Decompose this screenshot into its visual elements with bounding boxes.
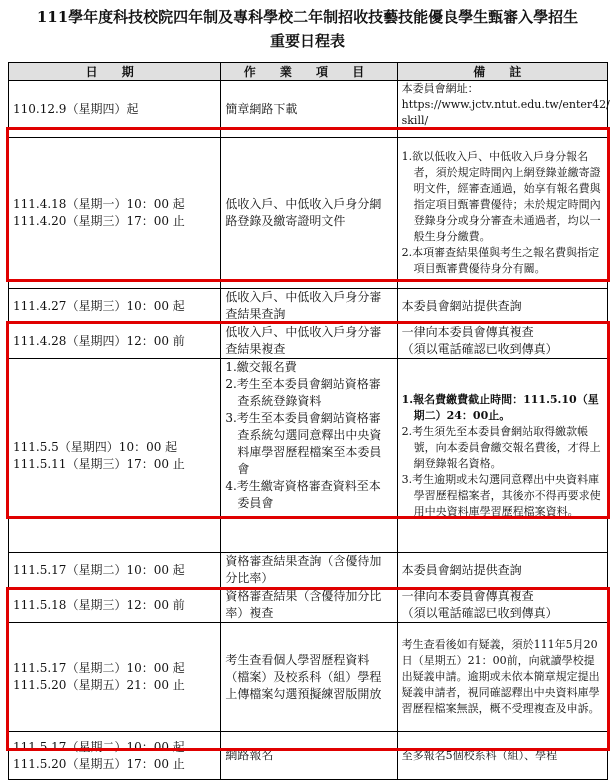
row-date [9, 553, 221, 588]
date-end: 111.5.20（星期五）17：00 止 [13, 756, 185, 771]
row-note [397, 81, 610, 138]
row-date [9, 359, 221, 553]
row-task [221, 623, 397, 732]
row-date [9, 324, 221, 359]
title-line-1: 111學年度科技校院四年制及專科學校二年制招收技藝技能優良學生甄審入學招生 [36, 8, 579, 26]
row-date [9, 623, 221, 732]
table-row [9, 81, 608, 138]
table-row [9, 623, 608, 732]
table-row [9, 289, 608, 324]
note-line: 本委員會網址： [401, 82, 479, 95]
date-end: 111.4.20（星期三）17：00 止 [13, 214, 185, 228]
row-note [397, 359, 607, 553]
task-text: 低收入戶、中低收入戶身分審查結果查詢 [225, 290, 382, 321]
task-text: 簡章網路下載 [225, 101, 298, 116]
row-task [221, 359, 397, 553]
header-note: 備 註 [397, 63, 607, 81]
website-url: https://www.jctv.ntut.edu.tw/enter42/ [401, 98, 610, 111]
note-line: 一律向本委員會傳真複查 [401, 589, 534, 603]
task-item: 3.考生至本委員會網站資格審查系統勾選同意釋出中央資料庫學習歷程檔案至本委員會 [225, 411, 382, 476]
table-row [9, 732, 608, 780]
date-text: 111.5.18（星期三）12：00 前 [13, 597, 185, 612]
header-task: 作 業 項 目 [221, 63, 397, 81]
row-note [397, 588, 607, 623]
table-row [9, 324, 608, 359]
row-note [397, 553, 607, 588]
row-date [9, 732, 221, 780]
row-task [221, 138, 397, 289]
date-end: 111.5.20（星期五）21：00 止 [13, 678, 185, 692]
row-date [9, 588, 221, 623]
date-text: 111.5.17（星期二）10：00 起 [13, 562, 185, 577]
table-row [9, 138, 608, 289]
task-item: 1.繳交報名費 [225, 360, 297, 374]
task-text: 資格審查結果查詢（含優待加分比率） [225, 554, 382, 585]
task-item: 4.考生繳寄資格審查資料至本委員會 [225, 479, 381, 510]
date-text: 111.4.28（星期四）12：00 前 [13, 333, 185, 348]
note-item: 2.本項審查結果僅與考生之報名費與指定項目甄審費優待身分有關。 [401, 246, 600, 275]
date-start: 111.5.17（星期二）10：00 起 [13, 661, 185, 675]
note-item: 2.考生須先至本委員會網站取得繳款帳號，向本委員會繳交報名費後，才得上網登錄報名資格。 [401, 424, 601, 470]
row-note [397, 324, 607, 359]
task-text: 低收入戶、中低收入戶身分審查結果複查 [225, 325, 382, 356]
note-line: （須以電話確認已收到傳真） [401, 606, 558, 620]
date-text: 110.12.9（星期四）起 [13, 101, 139, 116]
note-text: 考生查看後如有疑義，須於111年5月20日（星期五）21：00前，向就讀學校提出疑義申請。逾期或未依本簡章規定提出疑義申請者，視同確認釋出中央資料庫學習歷程檔案無誤，概不受理複查及申訴。 [401, 638, 600, 715]
header-date: 日 期 [9, 63, 221, 81]
note-line: skill/ [401, 114, 429, 127]
date-start: 111.4.18（星期一）10：00 起 [13, 197, 185, 211]
date-end: 111.5.11（星期三）17：00 止 [13, 456, 185, 471]
note-line: 一律向本委員會傳真複查 [401, 325, 534, 339]
row-task [221, 588, 397, 623]
title-line-2: 重要日程表 [269, 32, 345, 50]
note-item: 1.欲以低收入戶、中低收入戶身分報名者，須於規定時間內上網登錄並繳寄證明文件，經審查通過，始享有報名費與指定項目甄審費優待；未於規定時間內登錄身分或身分審查未通過者，均以一般生身分繳費。 [401, 150, 601, 243]
note-item-deadline: 1.報名費繳費截止時間：111.5.10（星期二）24：00止。 [401, 392, 599, 422]
row-date [9, 81, 221, 138]
row-task [221, 81, 397, 138]
note-text: 至多報名5個校系科（組）、學程 [401, 748, 558, 762]
task-item: 2.考生至本委員會網站資格審查系統登錄資料 [225, 377, 381, 408]
task-text: 考生查看個人學習歷程資料（檔案）及校系科（組）學程上傳檔案勾選預擬練習版開放 [225, 652, 382, 701]
date-text: 111.4.27（星期三）10：00 起 [13, 298, 185, 313]
row-date [9, 289, 221, 324]
row-date [9, 138, 221, 289]
row-task [221, 289, 397, 324]
row-note [397, 732, 607, 780]
row-note [397, 138, 607, 289]
task-text: 低收入戶、中低收入戶身分網路登錄及繳寄證明文件 [225, 197, 382, 228]
row-task [221, 553, 397, 588]
date-start: 111.5.17（星期二）10：00 起 [13, 739, 185, 754]
table-row [9, 553, 608, 588]
note-line: （須以電話確認已收到傳真） [401, 342, 558, 356]
task-text: 網路報名 [225, 748, 274, 762]
note-item: 3.考生逾期或未勾選同意釋出中央資料庫學習歷程檔案者，其後亦不得再要求使用中央資料庫學習歷程檔案資料。 [401, 472, 601, 518]
row-task [221, 732, 397, 780]
note-text: 本委員會網站提供查詢 [401, 298, 522, 313]
row-note [397, 623, 607, 732]
schedule-table [8, 62, 608, 780]
table-header [9, 63, 608, 81]
date-start: 111.5.5（星期四）10：00 起 [13, 439, 178, 454]
row-task [221, 324, 397, 359]
task-text: 資格審查結果（含優待加分比率）複查 [225, 589, 382, 620]
note-text: 本委員會網站提供查詢 [401, 562, 522, 577]
row-note [397, 289, 607, 324]
table-row [9, 359, 608, 553]
table-row [9, 588, 608, 623]
